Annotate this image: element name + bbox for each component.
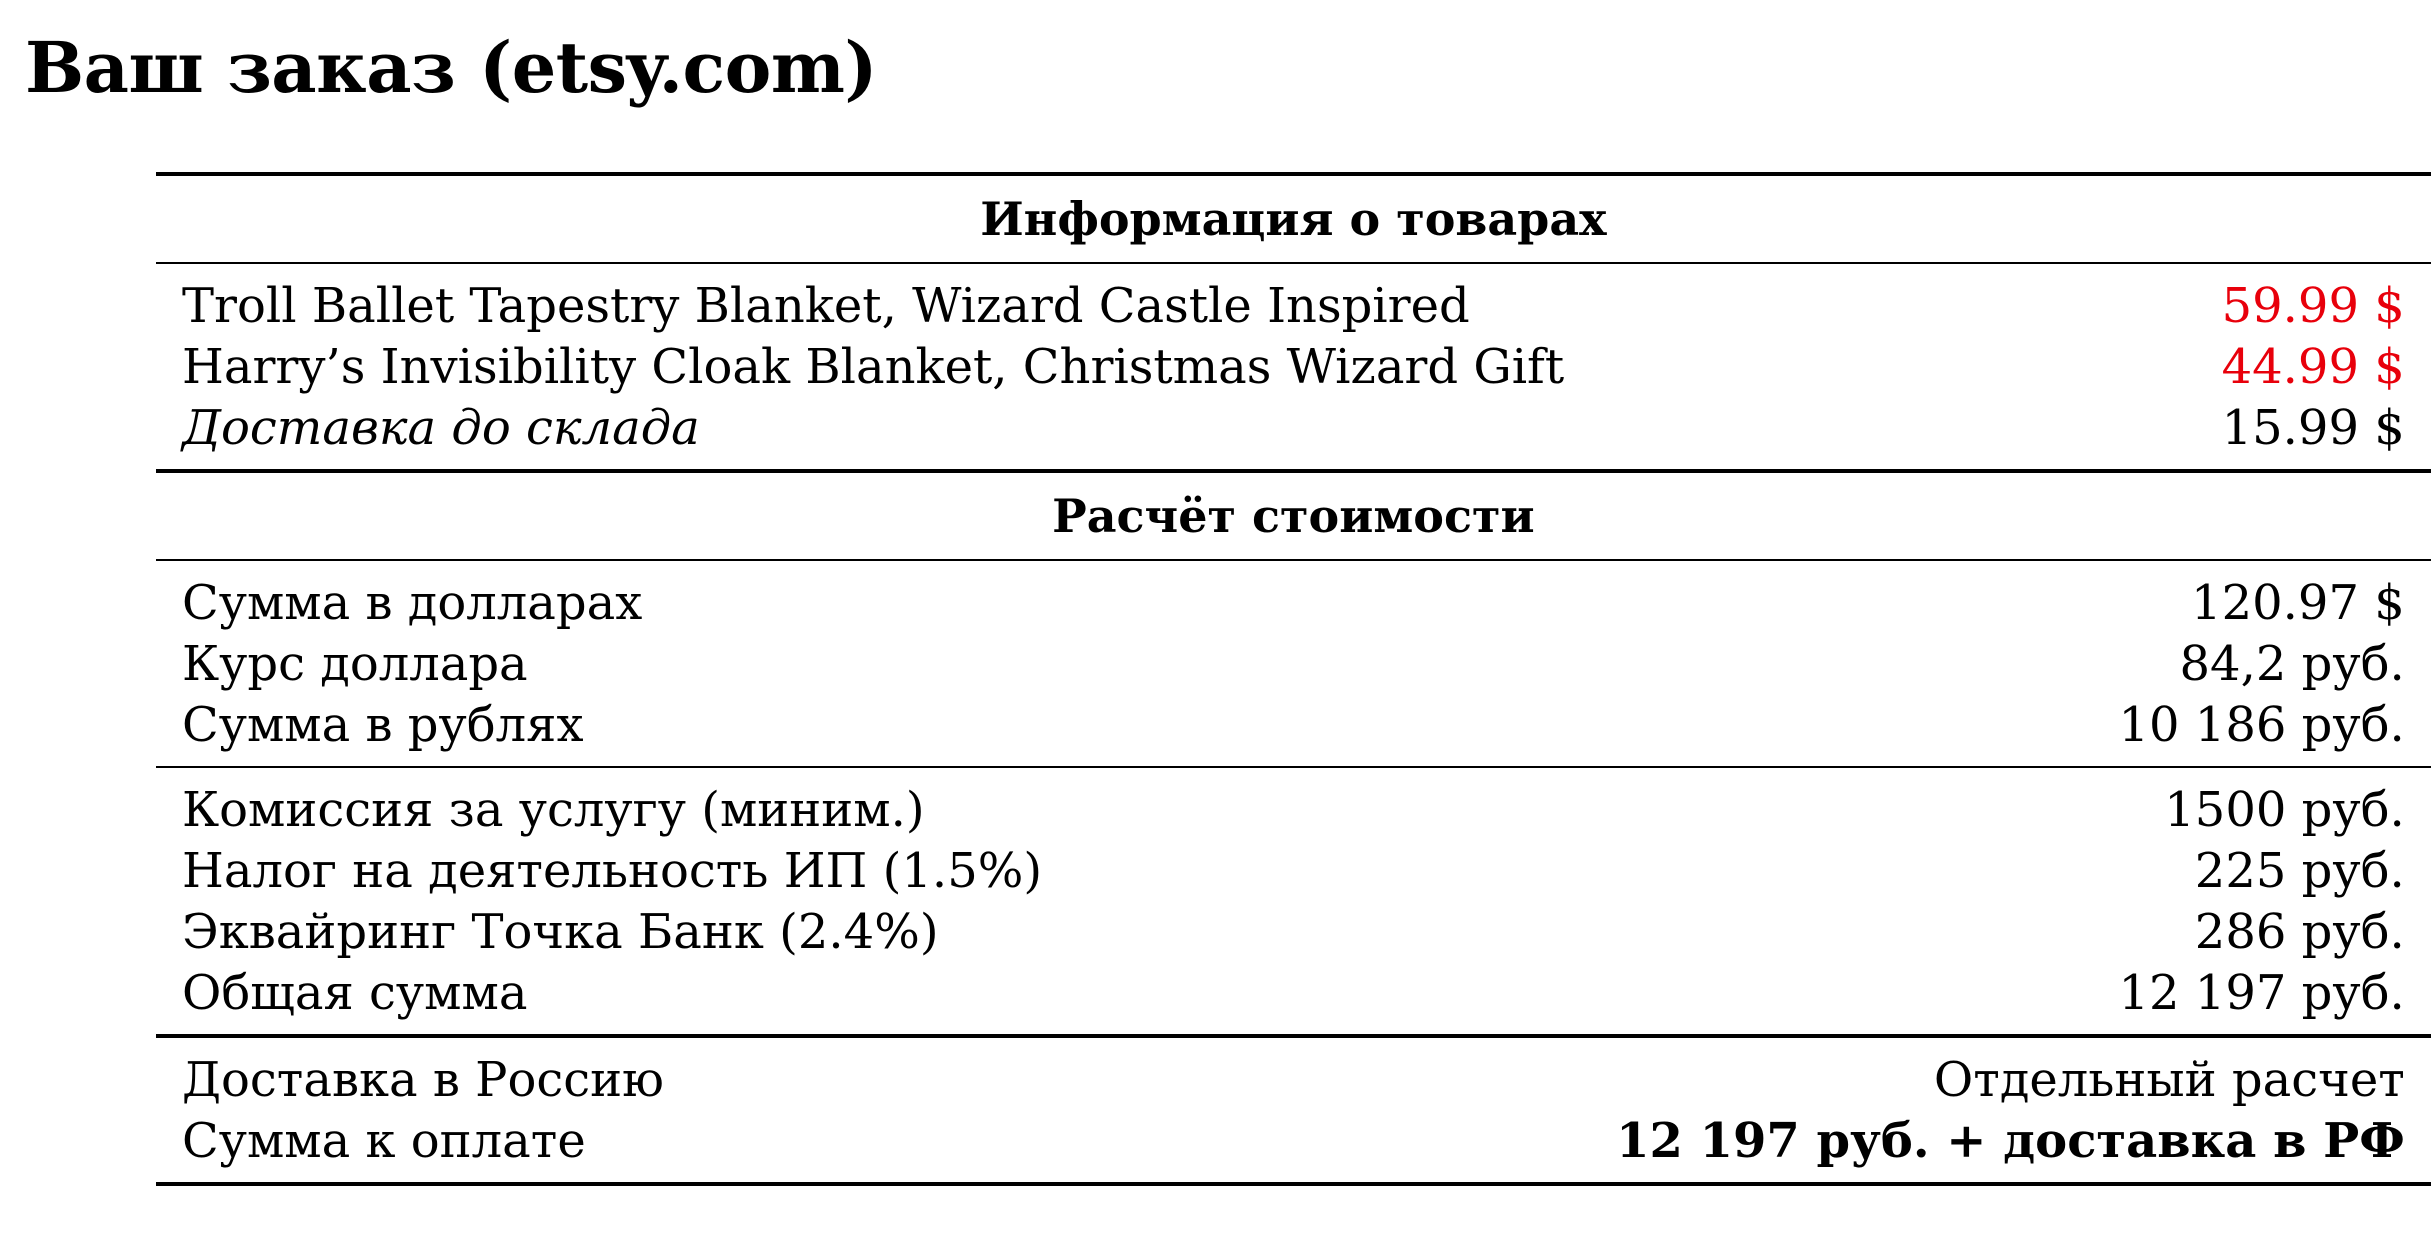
warehouse-shipping-label: Доставка до склада [182,400,700,456]
fee-value: 225 руб. [2194,843,2405,899]
delivery-label: Доставка в Россию [156,1036,1590,1111]
page-title: Ваш заказ (etsy.com) [25,26,878,109]
conversion-label: Сумма в долларах [156,560,1590,634]
conversion-label: Сумма в рублях [182,697,584,753]
cost-section-header: Расчёт стоимости [156,471,2431,560]
fee-label: Эквайринг Точка Банк (2.4%) [182,904,939,960]
fee-total-value: 12 197 руб. [2118,965,2405,1021]
conversion-row [156,560,2431,634]
fee-total-label: Общая сумма [182,965,528,1021]
conversion-label: Курс доллара [182,636,528,692]
conversion-row [156,695,2431,767]
fee-row [156,841,2431,902]
warehouse-shipping-row [156,398,2431,471]
fee-row [156,767,2431,841]
products-section-header-row [156,174,2431,263]
warehouse-shipping-value: 15.99 $ [2221,400,2405,456]
cost-section-header-row [156,471,2431,560]
fee-label: Комиссия за услугу (миним.) [156,767,1590,841]
product-price: 44.99 $ [2221,339,2405,395]
products-section-header: Информация о товарах [156,174,2431,263]
conversion-row [156,634,2431,695]
conversion-value: 84,2 руб. [2179,636,2405,692]
product-name: Harry’s Invisibility Cloak Blanket, Christmas Wizard Gift [182,339,1565,395]
delivery-row [156,1036,2431,1111]
conversion-value: 10 186 руб. [2118,697,2405,753]
fee-value: 1500 руб. [1590,767,2431,841]
product-price: 59.99 $ [1590,263,2431,337]
fee-total-row [156,963,2431,1036]
total-due-label: Сумма к оплате [156,1111,1590,1184]
delivery-value: Отдельный расчет [1590,1036,2431,1111]
total-due-value: 12 197 руб. + доставка в РФ [1590,1111,2431,1184]
fee-row [156,902,2431,963]
product-name: Troll Ballet Tapestry Blanket, Wizard Castle Inspired [156,263,1590,337]
product-row [156,337,2431,398]
order-summary-table [156,172,2431,1186]
fee-label: Налог на деятельность ИП (1.5%) [182,843,1043,899]
product-row [156,263,2431,337]
total-due-row [156,1111,2431,1184]
conversion-value: 120.97 $ [1590,560,2431,634]
fee-value: 286 руб. [2194,904,2405,960]
